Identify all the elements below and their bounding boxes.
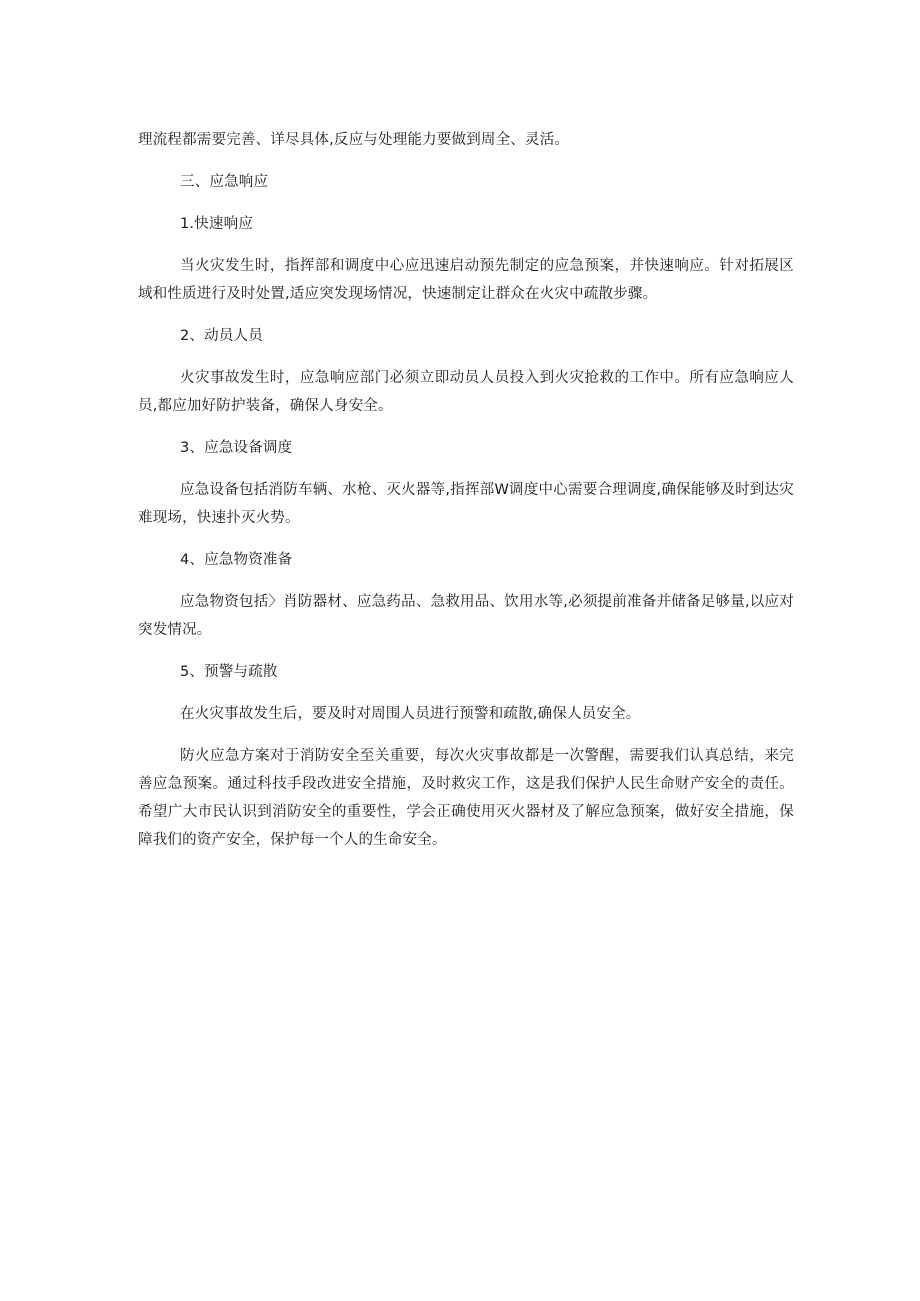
section-heading-emergency-response: 三、应急响应 <box>180 174 269 190</box>
paragraph-supplies-preparation: 应急物资包括〉肖防器材、应急药品、急救用品、饮用水等,必须提前准备并储备足够量,以应对突发情况。 <box>138 594 794 638</box>
document-page <box>138 126 794 854</box>
continued-paragraph: 理流程都需要完善、详尽具体,反应与处理能力要做到周全、灵活。 <box>138 132 570 148</box>
paragraph-quick-response: 当火灾发生时，指挥部和调度中心应迅速启动预先制定的应急预案，并快速响应。针对拓展区域和性质进行及时处置,适应突发现场情况，快速制定让群众在火灾中疏散步骤。 <box>138 258 794 302</box>
subheading-warning-evacuation: 5、预警与疏散 <box>180 664 278 680</box>
subheading-quick-response: 1.快速响应 <box>180 216 254 232</box>
paragraph-mobilize-personnel: 火灾事故发生时，应急响应部门必须立即动员人员投入到火灾抢救的工作中。所有应急响应人员,都应加好防护装备，确保人身安全。 <box>138 370 794 414</box>
subheading-equipment-dispatch: 3、应急设备调度 <box>180 440 293 456</box>
paragraph-conclusion: 防火应急方案对于消防安全至关重要，每次火灾事故都是一次警醒，需要我们认真总结，来完善应急预案。通过科技手段改进安全措施，及时救灾工作，这是我们保护人民生命财产安全的责任。希望广大市民认识到消防安全的重要性，学会正确使用灭火器材及了解应急预案，做好安全措施，保障我们的资产安全，保护每一个人的生命安全。 <box>138 748 794 848</box>
paragraph-equipment-dispatch: 应急设备包括消防车辆、水枪、灭火器等,指挥部W调度中心需要合理调度,确保能够及时到达灾难现场，快速扑灭火势。 <box>138 482 794 526</box>
paragraph-warning-evacuation: 在火灾事故发生后，要及时对周围人员进行预警和疏散,确保人员安全。 <box>180 706 641 722</box>
subheading-supplies-preparation: 4、应急物资准备 <box>180 552 293 568</box>
subheading-mobilize-personnel: 2、动员人员 <box>180 328 263 344</box>
